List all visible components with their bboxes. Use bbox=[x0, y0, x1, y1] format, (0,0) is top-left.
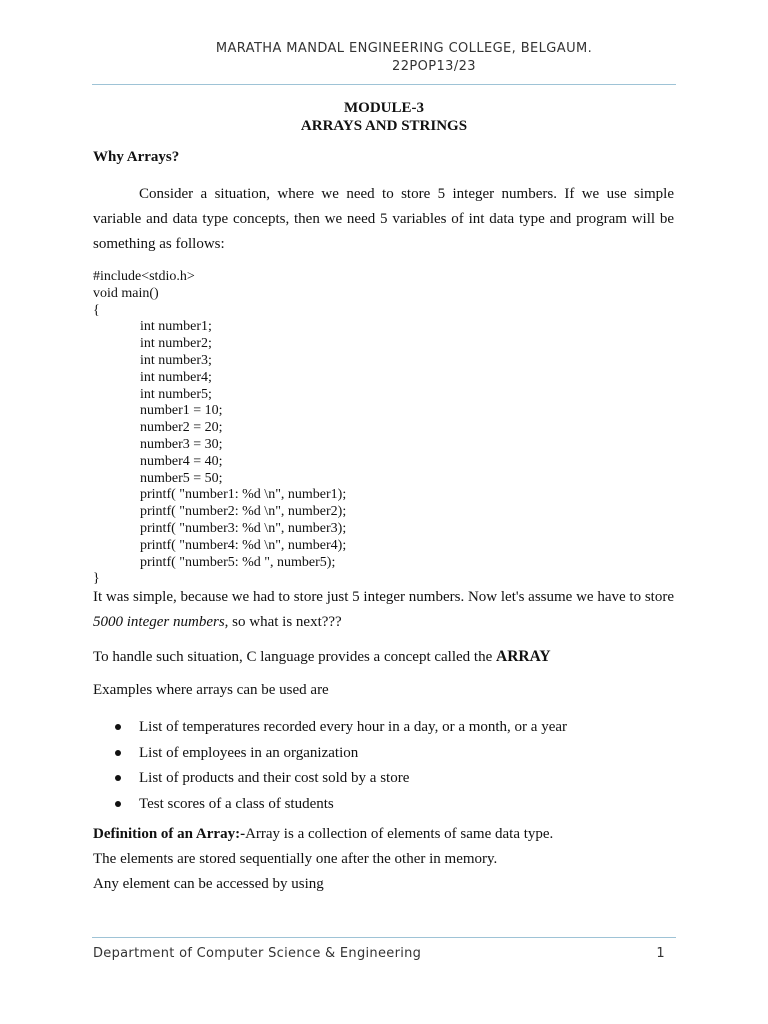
definition-label: Definition of an Array:- bbox=[93, 826, 246, 842]
topic-title: ARRAYS AND STRINGS bbox=[300, 118, 468, 134]
code-include: #include<stdio.h> bbox=[93, 269, 195, 284]
list-item-text: List of employees in an organization bbox=[139, 744, 359, 761]
para3-text: To handle such situation, C language provides a concept called the bbox=[93, 649, 496, 665]
code-line: int number4; bbox=[140, 369, 212, 385]
paragraph-5000-numbers bbox=[93, 585, 674, 635]
array-keyword: ARRAY bbox=[496, 648, 551, 665]
bullet-icon bbox=[115, 724, 121, 730]
bullet-icon bbox=[115, 775, 121, 781]
code-line: number3 = 30; bbox=[140, 436, 223, 452]
definition-block bbox=[93, 822, 674, 897]
intro-paragraph: Consider a situation, where we need to store 5 integer numbers. If we use simple variable and data type concepts, then we need 5 variables of int data type and program will be something as follows: bbox=[93, 186, 674, 252]
header-divider bbox=[92, 84, 676, 85]
code-line: printf( "number1: %d \n", number1); bbox=[140, 487, 347, 503]
code-open-brace: { bbox=[93, 302, 100, 318]
examples-list bbox=[93, 716, 567, 819]
list-item-text: List of temperatures recorded every hour in a day, or a month, or a year bbox=[139, 719, 568, 735]
definition-line-2: The elements are stored sequentially one after the other in memory. bbox=[93, 851, 498, 867]
page-title bbox=[0, 99, 768, 135]
code-main: void main() bbox=[93, 285, 159, 301]
list-item bbox=[93, 793, 567, 819]
list-item bbox=[93, 767, 567, 793]
college-name: MARATHA MANDAL ENGINEERING COLLEGE, BELGAUM. bbox=[215, 41, 593, 56]
code-line: printf( "number4: %d \n", number4); bbox=[140, 537, 347, 553]
page-footer bbox=[93, 946, 665, 961]
code-line: number2 = 20; bbox=[140, 420, 223, 436]
list-item-text: Test scores of a class of students bbox=[139, 796, 334, 813]
list-item bbox=[93, 742, 567, 768]
list-item bbox=[93, 716, 567, 742]
definition-line-3: Any element can be accessed by using bbox=[93, 876, 324, 892]
page-number: 1 bbox=[656, 946, 665, 961]
code-line: int number5; bbox=[140, 386, 212, 402]
course-code: 22POP13/23 bbox=[392, 59, 476, 74]
code-block bbox=[93, 269, 674, 588]
code-line: number1 = 10; bbox=[140, 403, 223, 419]
definition-text: Array is a collection of elements of same data type. bbox=[245, 826, 554, 842]
section-heading: Why Arrays? bbox=[93, 149, 180, 165]
department-name: Department of Computer Science & Engineering bbox=[93, 946, 422, 961]
code-close-brace: } bbox=[93, 571, 100, 587]
paragraph-examples: Examples where arrays can be used are bbox=[93, 682, 329, 698]
code-line: printf( "number2: %d \n", number2); bbox=[140, 504, 347, 520]
list-item-text: List of products and their cost sold by a store bbox=[139, 770, 410, 787]
code-line: printf( "number5: %d ", number5); bbox=[140, 554, 336, 570]
module-title: MODULE-3 bbox=[344, 100, 424, 116]
definition-line bbox=[93, 822, 674, 847]
para2-after: , so what is next??? bbox=[224, 614, 342, 630]
para2-before: It was simple, because we had to store just 5 integer numbers. Now let's assume we have to store bbox=[93, 589, 674, 605]
para2-italic: 5000 integer numbers bbox=[93, 614, 225, 630]
code-line: int number3; bbox=[140, 352, 212, 368]
footer-divider bbox=[92, 937, 676, 938]
page-header bbox=[0, 40, 768, 76]
code-line: int number1; bbox=[140, 319, 212, 335]
code-line: number5 = 50; bbox=[140, 470, 223, 486]
bullet-icon bbox=[115, 750, 121, 756]
code-line: int number2; bbox=[140, 336, 212, 352]
bullet-icon bbox=[115, 801, 121, 807]
paragraph-array-concept bbox=[93, 648, 551, 666]
code-line: printf( "number3: %d \n", number3); bbox=[140, 520, 347, 536]
code-line: number4 = 40; bbox=[140, 453, 223, 469]
